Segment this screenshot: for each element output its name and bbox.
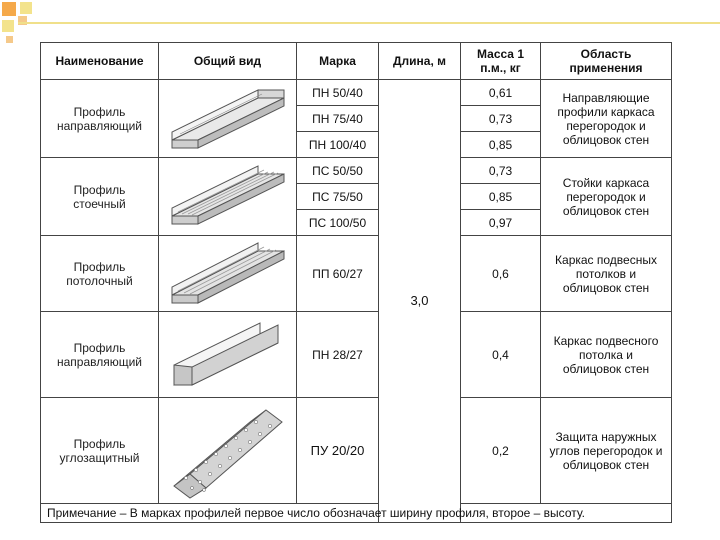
mass-cell: 0,97 [461, 210, 541, 236]
mass-cell: 0,73 [461, 106, 541, 132]
table-row [41, 398, 672, 504]
mass-cell: 0,85 [461, 132, 541, 158]
mass-cell: 0,61 [461, 80, 541, 106]
profiles-table [40, 42, 672, 523]
header-mark: Марка [297, 43, 379, 80]
table-row [41, 158, 672, 184]
top-rule [18, 22, 720, 24]
mark-cell: ПУ 20/20 [297, 398, 379, 504]
profile-name: Профиль стоечный [41, 158, 159, 236]
area-cell: Каркас подвесных потолков и облицовок стен [541, 236, 672, 312]
area-cell: Каркас подвесного потолка и облицовок стен [541, 312, 672, 398]
mark-cell: ПН 50/40 [297, 80, 379, 106]
profile-name: Профиль потолочный [41, 236, 159, 312]
profile-name: Профиль направляющий [41, 312, 159, 398]
table-row [41, 236, 672, 312]
footnote: Примечание – В марках профилей первое число обозначает ширину профиля, второе – высоту. [41, 504, 672, 523]
mass-cell: 0,2 [461, 398, 541, 504]
header-row [41, 43, 672, 80]
profile-view-image [159, 398, 297, 504]
header-area: Область применения [541, 43, 672, 80]
guide-profile-image [166, 86, 290, 152]
mass-cell: 0,73 [461, 158, 541, 184]
mark-cell: ПН 28/27 [297, 312, 379, 398]
profile-view-image [159, 80, 297, 158]
area-cell: Защита наружных углов перегородок и облицовок стен [541, 398, 672, 504]
area-cell: Стойки каркаса перегородок и облицовок стен [541, 158, 672, 236]
note-row [41, 504, 672, 523]
mark-cell: ПС 50/50 [297, 158, 379, 184]
mark-cell: ПН 75/40 [297, 106, 379, 132]
mark-cell: ПП 60/27 [297, 236, 379, 312]
length-cell: 3,0 [379, 80, 461, 523]
header-name: Наименование [41, 43, 159, 80]
area-cell: Направляющие профили каркаса перегородок и облицовок стен [541, 80, 672, 158]
mark-cell: ПС 100/50 [297, 210, 379, 236]
guide-28-profile-image [166, 317, 290, 393]
corner-profile-image [166, 402, 290, 500]
profile-name: Профиль направляющий [41, 80, 159, 158]
profile-view-image [159, 158, 297, 236]
ceiling-profile-image [166, 239, 290, 309]
table-row [41, 80, 672, 106]
mass-cell: 0,85 [461, 184, 541, 210]
mass-cell: 0,4 [461, 312, 541, 398]
mark-cell: ПН 100/40 [297, 132, 379, 158]
header-mass: Масса 1 п.м., кг [461, 43, 541, 80]
table-row [41, 312, 672, 398]
mark-cell: ПС 75/50 [297, 184, 379, 210]
stud-profile-image [166, 164, 290, 230]
profile-view-image [159, 312, 297, 398]
header-view: Общий вид [159, 43, 297, 80]
header-length: Длина, м [379, 43, 461, 80]
profile-view-image [159, 236, 297, 312]
profile-name: Профиль углозащитный [41, 398, 159, 504]
mass-cell: 0,6 [461, 236, 541, 312]
